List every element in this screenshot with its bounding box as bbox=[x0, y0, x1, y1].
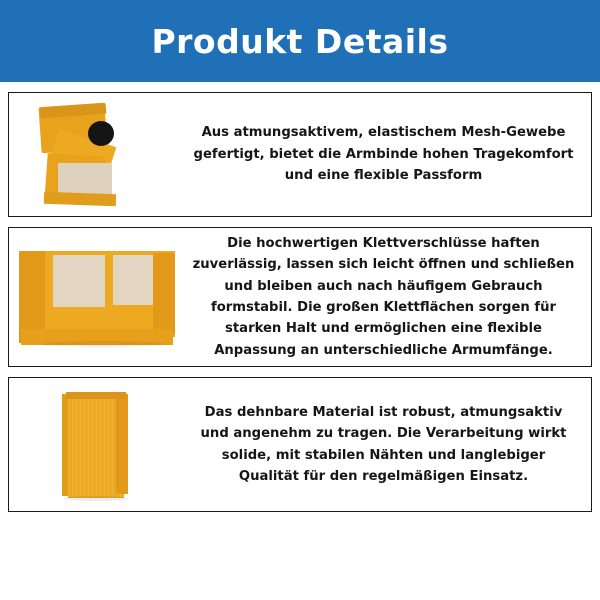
feature-description: Das dehnbare Material ist robust, atmungsaktiv und angenehm zu tragen. Die Verarbeitung wirkt solide, mit stabilen Nähten und langlebiger Qualität für den regelmäßigen Einsatz. bbox=[200, 404, 567, 484]
sleeve-drop-shadow bbox=[64, 496, 128, 501]
feature-description: Aus atmungsaktivem, elastischem Mesh-Gewebe gefertigt, bietet die Armbinde hohen Tragekomfort und eine flexible Passform bbox=[193, 125, 574, 184]
feature-text-cell bbox=[184, 378, 591, 511]
brace-black-logo-dot bbox=[88, 121, 114, 146]
brace-bottom-edge bbox=[43, 192, 115, 207]
product-image-cell bbox=[9, 93, 184, 216]
brace-velcro-patch-left bbox=[53, 255, 105, 307]
page-title: Produkt Details bbox=[151, 21, 449, 61]
product-photo-folded-arm-brace bbox=[22, 97, 172, 212]
feature-card bbox=[8, 377, 592, 512]
sleeve-top-edge bbox=[66, 392, 126, 399]
product-photo-open-arm-brace-velcro bbox=[13, 241, 181, 353]
feature-card bbox=[8, 227, 592, 367]
brace-velcro-patch-right bbox=[113, 255, 157, 305]
feature-text-cell bbox=[184, 93, 591, 216]
product-photo-standing-arm-sleeve bbox=[42, 386, 152, 504]
page-header bbox=[0, 0, 600, 82]
feature-text-cell bbox=[184, 228, 591, 366]
sleeve-right-edge bbox=[116, 394, 128, 494]
brace-drop-shadow bbox=[43, 341, 163, 347]
product-image-cell bbox=[9, 228, 184, 366]
feature-card bbox=[8, 92, 592, 217]
product-image-cell bbox=[9, 378, 184, 511]
brace-right-fold bbox=[153, 253, 175, 333]
feature-card-list bbox=[0, 82, 600, 512]
feature-description: Die hochwertigen Klettverschlüsse haften zuverlässig, lassen sich leicht öffnen und schließen und bleiben auch nach häufigem Gebrauch formstabil. Die großen Klettflächen sorgen für starken Halt und ermöglichen eine flexible Anpassung an unterschiedliche Armumfänge. bbox=[192, 235, 575, 358]
